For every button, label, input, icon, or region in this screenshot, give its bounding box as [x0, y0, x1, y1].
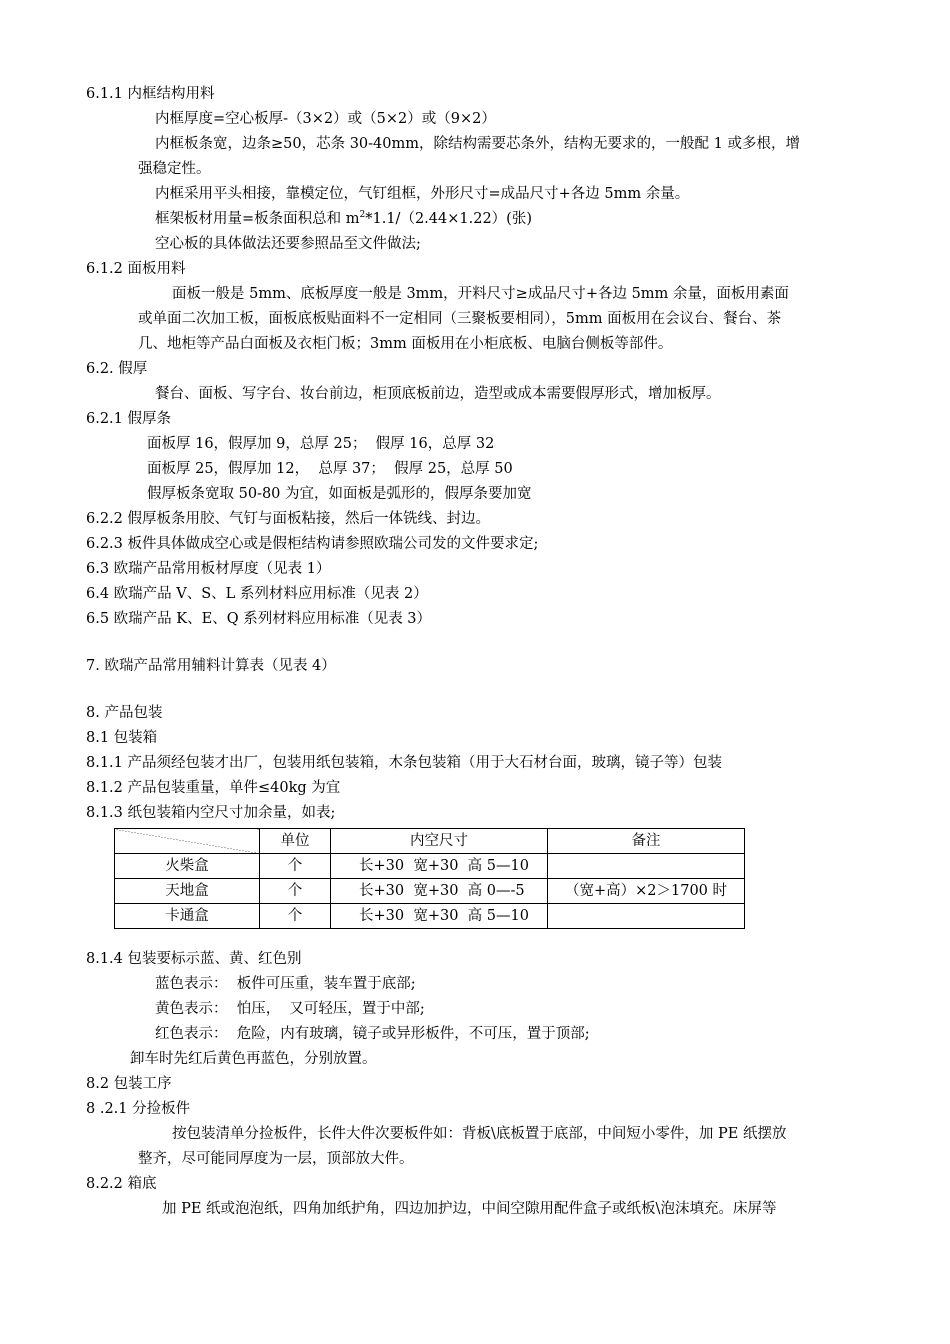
- table-cell: 长+30 宽+30 高 0—-5: [331, 879, 548, 904]
- section-8-2-2-heading: 8.2.2 箱底: [86, 1176, 157, 1192]
- table-header-row: [115, 829, 745, 854]
- paragraph-line: 整齐，尽可能同厚度为一层，顶部放大件。: [138, 1151, 414, 1167]
- section-8-1-2: 8.1.2 产品包装重量，单件≤40kg 为宜: [86, 780, 341, 796]
- table-cell: 卡通盒: [115, 904, 260, 929]
- table-cell: [548, 904, 745, 929]
- section-6-2-1-heading: 6.2.1 假厚条: [86, 411, 172, 427]
- section-8-heading: 8. 产品包装: [86, 705, 163, 721]
- section-6-2-2: 6.2.2 假厚板条用胶、气钉与面板粘接，然后一体铣线、封边。: [86, 511, 491, 527]
- paragraph-line: [0, 207, 950, 232]
- section-6-2-heading: 6.2. 假厚: [86, 361, 148, 377]
- section-8-2-heading: 8.2 包装工序: [86, 1076, 172, 1092]
- table-row: [115, 879, 745, 904]
- paragraph-line: 按包装清单分捡板件，长件大件次要板件如：背板\底板置于底部，中间短小零件，加 PE 纸摆放: [172, 1126, 787, 1142]
- color-label-red: 红色表示： 危险，内有玻璃，镜子或异形板件，不可压，置于顶部;: [155, 1026, 590, 1042]
- section-8-1-3: 8.1.3 纸包装箱内空尺寸加余量，如表;: [86, 805, 336, 821]
- table-header-cell: 单位: [260, 829, 331, 854]
- paragraph-line: 内框采用平头相接，靠模定位，气钉组框，外形尺寸=成品尺寸+各边 5mm 余量。: [155, 186, 690, 202]
- color-label-blue: 蓝色表示： 板件可压重，装车置于底部;: [155, 976, 416, 992]
- paragraph-line: 面板厚 16，假厚加 9，总厚 25； 假厚 16，总厚 32: [147, 436, 495, 452]
- table-header-cell: 备注: [548, 829, 745, 854]
- paragraph-line: 面板厚 25，假厚加 12， 总厚 37； 假厚 25，总厚 50: [147, 461, 513, 477]
- section-8-1-heading: 8.1 包装箱: [86, 730, 158, 746]
- paragraph-line: 或单面二次加工板，面板底板贴面料不一定相同（三聚板要相同），5mm 面板用在会议台、餐台、茶: [138, 311, 782, 327]
- table-cell: 天地盒: [115, 879, 260, 904]
- paragraph-line: 内框厚度=空心板厚-（3×2）或（5×2）或（9×2）: [155, 111, 496, 127]
- superscript: 2: [359, 210, 366, 221]
- section-6-3: 6.3 欧瑞产品常用板材厚度（见表 1）: [86, 561, 331, 577]
- section-7: 7. 欧瑞产品常用辅料计算表（见表 4）: [86, 658, 336, 674]
- paragraph-line: 餐台、面板、写字台、妆台前边，柜顶底板前边，造型或成本需要假厚形式，增加板厚。: [155, 386, 721, 402]
- box-size-table: [114, 828, 745, 929]
- table-cell: 长+30 宽+30 高 5—10: [331, 854, 548, 879]
- section-6-2-3: 6.2.3 板件具体做成空心或是假柜结构请参照欧瑞公司发的文件要求定;: [86, 536, 539, 552]
- paragraph-line: 强稳定性。: [138, 161, 211, 177]
- table-cell: 火柴盒: [115, 854, 260, 879]
- color-label-yellow: 黄色表示： 怕压， 又可轻压，置于中部;: [155, 1001, 425, 1017]
- paragraph-line: 几、地柜等产品白面板及衣柜门板；3mm 面板用在小柜底板、电脑台侧板等部件。: [138, 336, 673, 352]
- section-6-1-1-heading: 6.1.1 内框结构用料: [86, 86, 215, 102]
- table-cell: 个: [260, 904, 331, 929]
- document-page: [0, 82, 950, 1222]
- section-8-2-1-heading: 8 .2.1 分捡板件: [86, 1101, 191, 1117]
- paragraph-line: 假厚板条宽取 50-80 为宜，如面板是弧形的，假厚条要加宽: [147, 486, 532, 502]
- section-6-4: 6.4 欧瑞产品 V、S、L 系列材料应用标准（见表 2）: [86, 586, 428, 602]
- paragraph-line: 空心板的具体做法还要参照品至文件做法;: [155, 236, 421, 252]
- formula-text: *1.1/（2.44×1.22）(张): [365, 211, 532, 227]
- formula-text: 框架板材用量=板条面积总和 m: [155, 211, 360, 227]
- table-cell: 个: [260, 879, 331, 904]
- paragraph-line: 加 PE 纸或泡泡纸，四角加纸护角，四边加护边，中间空隙用配件盒子或纸板\泡沫填充。床屏等: [162, 1201, 777, 1217]
- table-cell: 长+30 宽+30 高 5—10: [331, 904, 548, 929]
- section-6-5: 6.5 欧瑞产品 K、E、Q 系列材料应用标准（见表 3）: [86, 611, 432, 627]
- table-row: [115, 904, 745, 929]
- section-8-1-4-heading: 8.1.4 包装要标示蓝、黄、红色别: [86, 951, 302, 967]
- table-cell: （宽+高）×2＞1700 时: [548, 879, 745, 904]
- section-8-1-1: 8.1.1 产品须经包装才出厂，包装用纸包装箱，木条包装箱（用于大石材台面，玻璃，镜子等）包装: [86, 755, 722, 771]
- table-corner-cell: [115, 829, 260, 854]
- table-header-cell: 内空尺寸: [331, 829, 548, 854]
- paragraph-line: 卸车时先红后黄色再蓝色，分别放置。: [130, 1051, 377, 1067]
- paragraph-line: 面板一般是 5mm、底板厚度一般是 3mm，开料尺寸≥成品尺寸+各边 5mm 余量，面板用素面: [172, 286, 789, 302]
- table-cell: [548, 854, 745, 879]
- section-6-1-2-heading: 6.1.2 面板用料: [86, 261, 186, 277]
- table-row: [115, 854, 745, 879]
- table-cell: 个: [260, 854, 331, 879]
- paragraph-line: 内框板条宽，边条≥50，芯条 30-40mm，除结构需要芯条外，结构无要求的，一般配 1 或多根，增: [155, 136, 800, 152]
